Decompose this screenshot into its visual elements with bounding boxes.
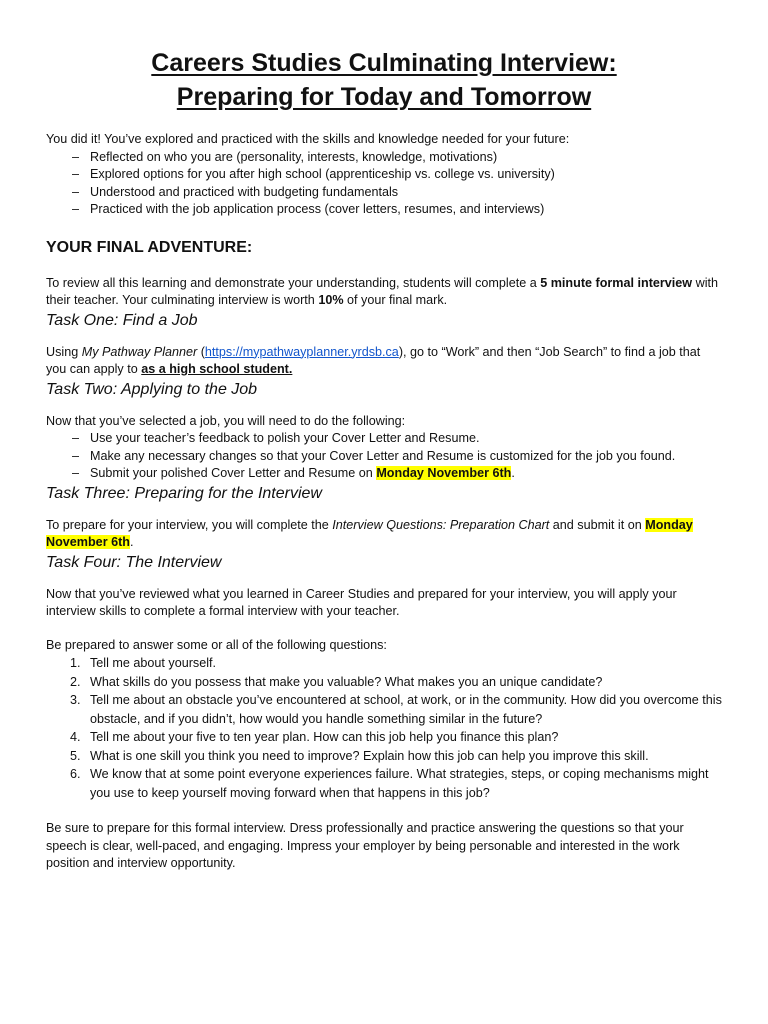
questions-intro: Be prepared to answer some or all of the following questions: [46,637,387,652]
list-item-text: Reflected on who you are (personality, interests, knowledge, motivations) [90,149,498,164]
question-text: Tell me about an obstacle you’ve encountered at school, at work, or in the community. How did you overcome this obstacle, and if you didn’t, how would you handle something similar in the future? [90,693,722,726]
text-run: To prepare for your interview, you will complete the [46,517,333,532]
task-three-text [46,517,722,552]
emphasis-duration: 5 minute formal interview [540,275,693,290]
bullet-marker: – [72,184,80,199]
question-text: Tell me about your five to ten year plan. How can this job help you finance this plan? [90,730,559,744]
list-item [72,465,722,483]
title-line-2: Preparing for Today and Tomorrow [176,83,592,111]
list-item [70,728,722,747]
chart-name: Interview Questions: Preparation Chart [332,517,550,532]
task-four-heading: Task Four: The Interview [46,553,222,571]
question-text: What is one skill you think you need to improve? Explain how this job can help you improve this skill. [90,748,649,763]
adventure-heading: YOUR FINAL ADVENTURE: [46,238,253,256]
list-item [70,673,722,692]
list-number: 4. [70,730,81,744]
planner-name: My Pathway Planner [81,344,198,359]
question-text: We know that at some point everyone experiences failure. What strategies, steps, or coping mechanisms might you use to keep yourself moving forward when that happens in this job? [90,767,709,800]
list-item [72,201,722,219]
list-item [72,166,722,184]
list-item-text: Use your teacher’s feedback to polish your Cover Letter and Resume. [90,431,480,445]
text-run: ), go to “Work” and then “Job Search” to find a job that you can apply to [46,344,701,376]
adventure-text [46,275,722,310]
text-run: Using [46,344,82,359]
question-text: Tell me about yourself. [90,656,216,670]
task-two-text: Now that you’ve selected a job, you will need to do the following: [46,413,406,428]
text-run: and submit it on [549,517,646,532]
list-item [70,654,722,673]
text-run: of your final mark. [343,293,448,307]
question-text: What skills do you possess that make you valuable? What makes you an unique candidate? [90,674,603,689]
list-item [72,149,722,167]
text-run: To review all this learning and demonstrate your understanding, students will complete a [46,275,541,290]
list-item [70,765,722,802]
bullet-marker: – [72,466,80,480]
task-two-bullet-list [46,430,722,483]
bullet-marker: – [72,167,80,181]
pathway-planner-link[interactable]: https://mypathwayplanner.yrdsb.ca [204,344,399,359]
list-item-text: Make any necessary changes so that your Cover Letter and Resume is customized for the job you found. [90,448,676,463]
list-number: 3. [70,693,81,707]
list-number: 1. [70,656,81,670]
due-date-highlight: Monday November 6th [46,517,693,549]
text-run: with their teacher. Your culminating interview is worth [46,275,719,307]
list-item-text: Understood and practiced with budgeting fundamentals [90,184,399,199]
interview-questions-list [46,654,722,802]
emphasis-weight: 10% [318,293,344,307]
closing-text: Be sure to prepare for this formal interview. Dress professionally and practice answering the questions so that your speech is clear, well-paced, and engaging. Impress your employer by being personable and interested in the work position and interview opportunity. [46,821,684,870]
intro-bullet-list [46,149,722,219]
list-item [70,747,722,766]
list-item [70,691,722,728]
bullet-marker: – [72,202,80,216]
text-run: ( [197,344,205,359]
list-item [72,430,722,448]
intro-text: You did it! You’ve explored and practiced with the skills and knowledge needed for your future: [46,132,570,146]
list-number: 5. [70,748,81,763]
bullet-marker: – [72,448,80,463]
list-item-text: Practiced with the job application process (cover letters, resumes, and interviews) [90,202,545,216]
task-two-heading: Task Two: Applying to the Job [46,380,258,398]
list-item-text: Submit your polished Cover Letter and Resume on [90,466,377,480]
list-item [72,448,722,466]
task-one-text [46,344,722,379]
list-number: 2. [70,674,81,689]
task-one-heading: Task One: Find a Job [46,311,198,329]
page-title [46,46,722,114]
bullet-marker: – [72,149,80,164]
list-item-text: Explored options for you after high school (apprenticeship vs. college vs. university) [90,167,555,181]
due-date-highlight: Monday November 6th [376,466,512,480]
list-number: 6. [70,767,81,781]
task-three-heading: Task Three: Preparing for the Interview [46,484,322,502]
list-item [72,184,722,202]
bullet-marker: – [72,431,80,445]
text-run: . [129,535,134,549]
text-run: . [511,466,515,480]
underlined-requirement: as a high school student. [141,362,293,376]
title-line-1: Careers Studies Culminating Interview: [151,49,617,77]
task-four-text: Now that you’ve reviewed what you learned in Career Studies and prepared for your interview, you will apply your interview skills to complete a formal interview with your teacher. [46,586,677,618]
